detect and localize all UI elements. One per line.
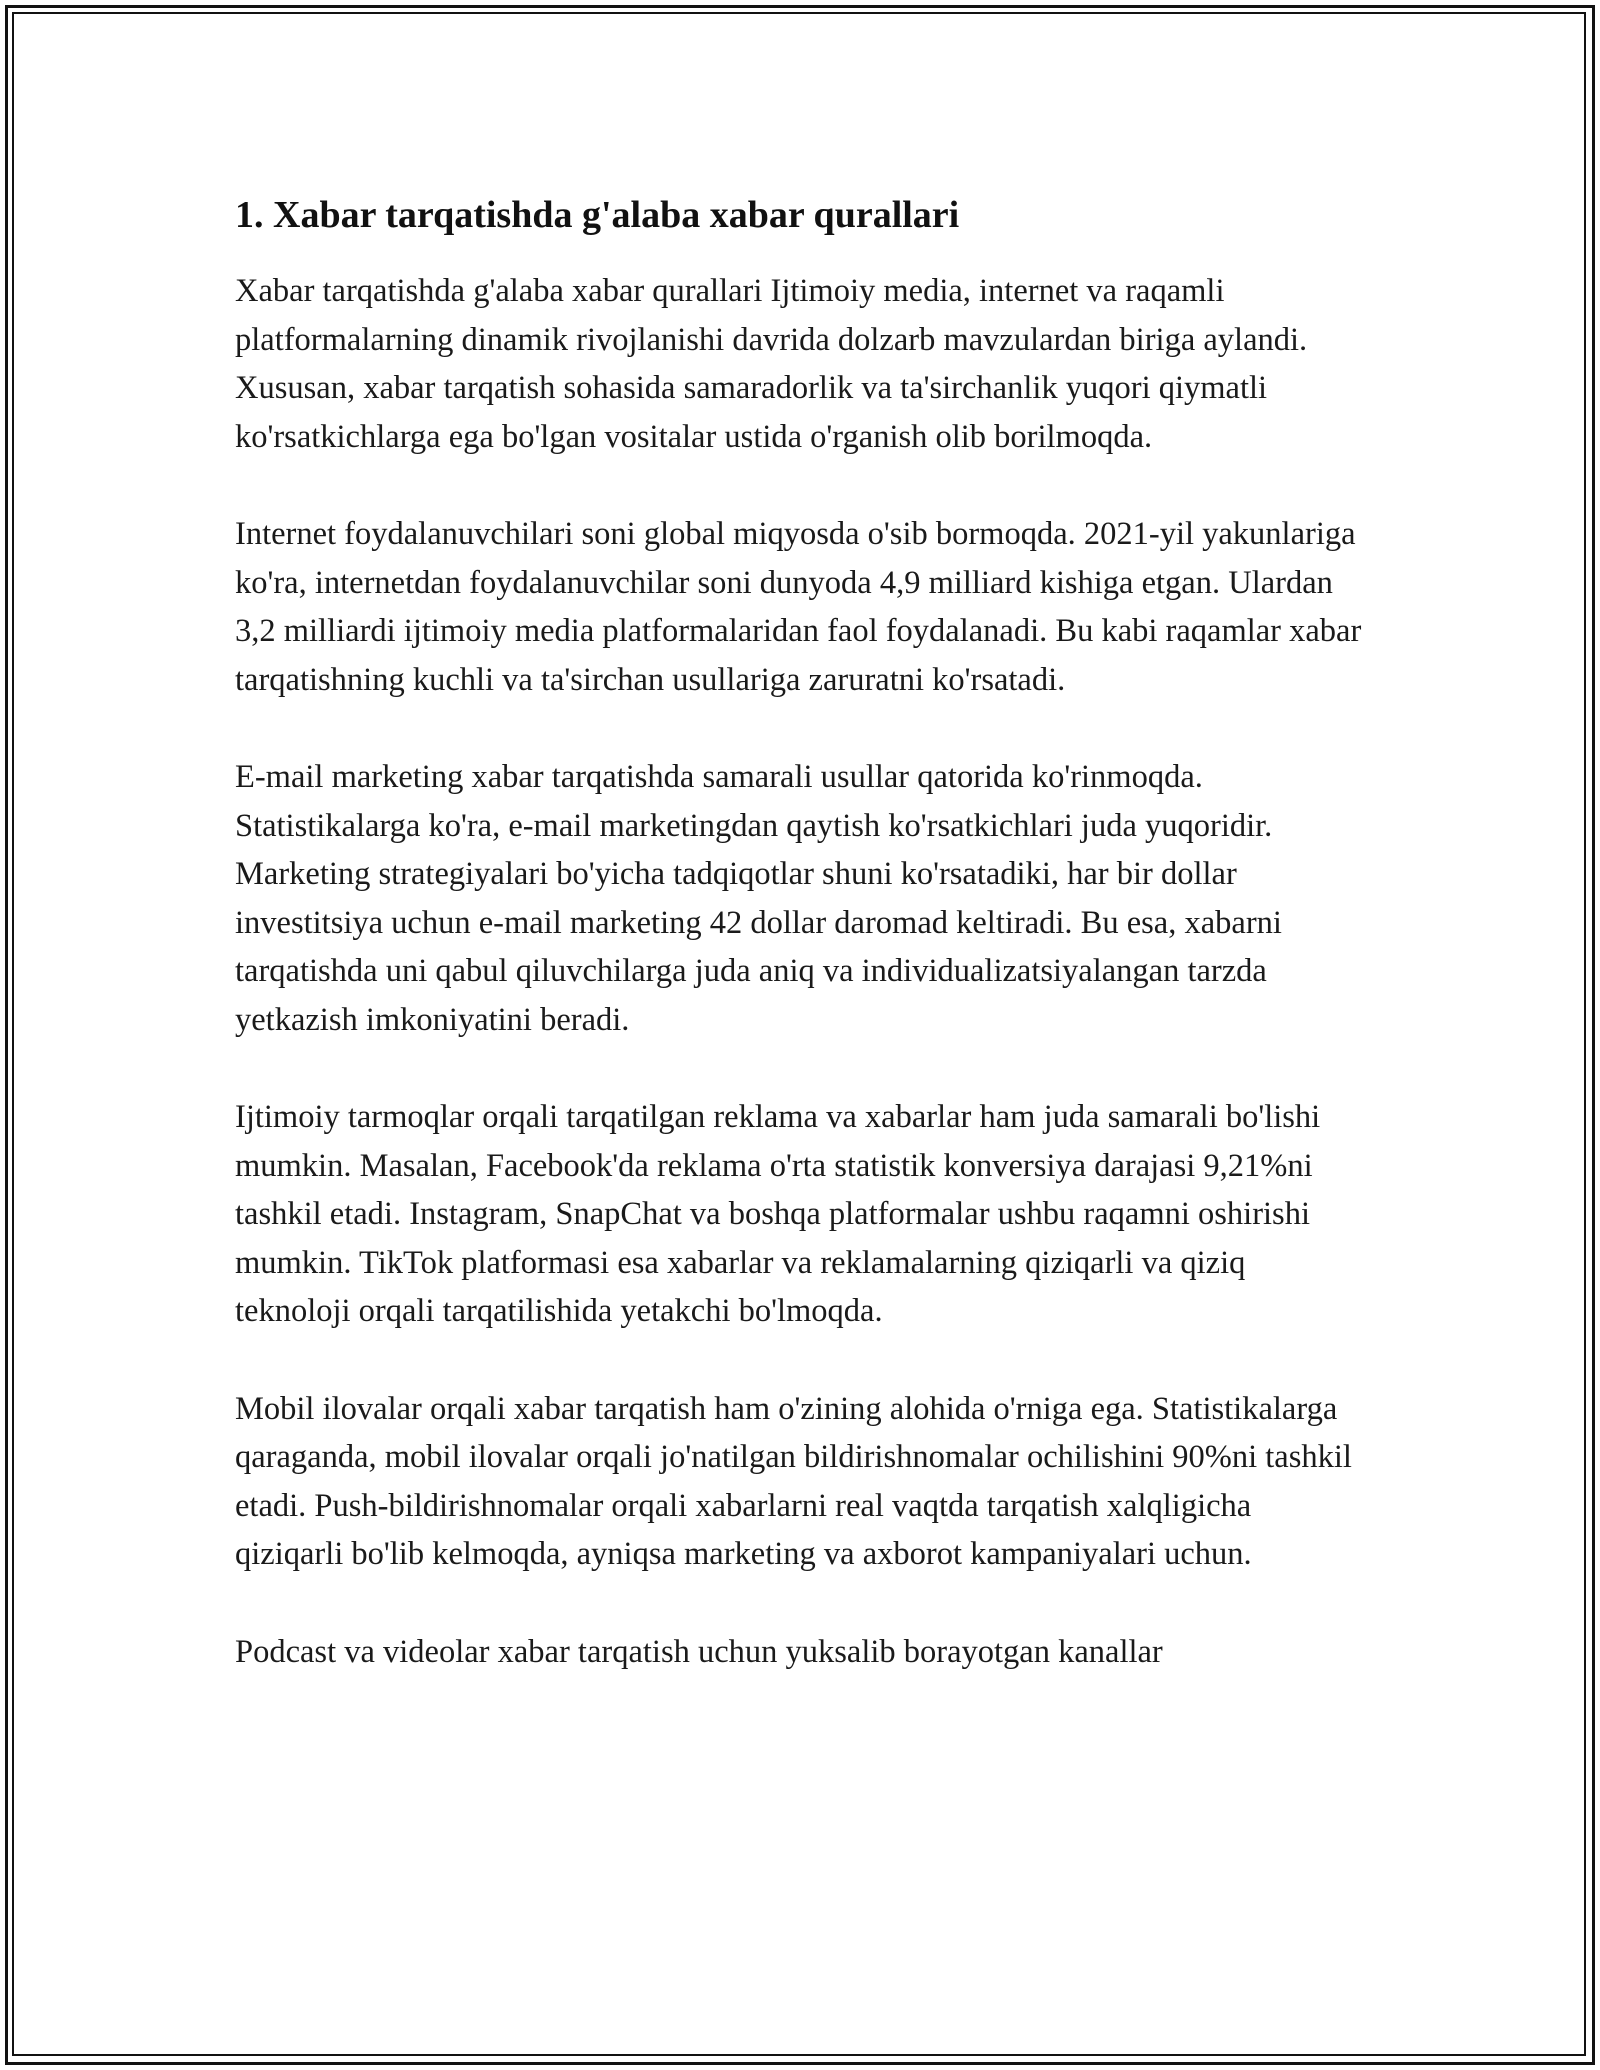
paragraph-intro: Xabar tarqatishda g'alaba xabar qurallari Ijtimoiy media, internet va raqamli platformalarning dinamik rivojlanishi davrida dolzarb mavzulardan biriga aylandi. Xususan, xabar tarqatish sohasida samaradorlik va ta'sirchanlik yuqori qiymatli ko'rsatkichlarga ega bo'lgan vositalar ustida o'rganish olib borilmoqda. xyxy=(235,273,1308,455)
document-body xyxy=(235,185,1365,1725)
paragraph-email-marketing: E-mail marketing xabar tarqatishda samarali usullar qatorida ko'rinmoqda. Statistikalarga ko'ra, e-mail marketingdan qaytish ko'rsatkichlari juda yuqoridir. Marketing strategiyalari bo'yicha tadqiqotlar shuni ko'rsatadiki, har bir dollar investitsiya uchun e-mail marketing 42 dollar daromad keltiradi. Bu esa, xabarni tarqatishda uni qabul qiluvchilarga juda aniq va individualizatsiyalangan tarzda yetkazish imkoniyatini beradi. xyxy=(235,759,1282,1038)
paragraph-mobile-apps: Mobil ilovalar orqali xabar tarqatish ham o'zining alohida o'rniga ega. Statistikalarga qaraganda, mobil ilovalar orqali jo'natilgan bildirishnomalar ochilishini 90%ni tashkil etadi. Push-bildirishnomalar orqali xabarlarni real vaqtda tarqatish xalqligicha qiziqarli bo'lib kelmoqda, ayniqsa marketing va axborot kampaniyalari uchun. xyxy=(235,1390,1352,1572)
section-heading: 1. Xabar tarqatishda g'alaba xabar qurallari xyxy=(235,194,960,236)
paragraph-internet-users: Internet foydalanuvchilari soni global miqyosda o'sib bormoqda. 2021-yil yakunlariga ko'ra, internetdan foydalanuvchilar soni dunyoda 4,9 milliard kishiga etgan. Ulardan 3,2 milliardi ijtimoiy media platformalaridan faol foydalanadi. Bu kabi raqamlar xabar tarqatishning kuchli va ta'sirchan usullariga zaruratni ko'rsatadi. xyxy=(235,516,1362,698)
paragraph-podcasts: Podcast va videolar xabar tarqatish uchun yuksalib borayotgan kanallar xyxy=(235,1633,1163,1670)
paragraph-social-networks: Ijtimoiy tarmoqlar orqali tarqatilgan reklama va xabarlar ham juda samarali bo'lishi mumkin. Masalan, Facebook'da reklama o'rta statistik konversiya darajasi 9,21%ni tashkil etadi. Instagram, SnapChat va boshqa platformalar ushbu raqamni oshirishi mumkin. TikTok platformasi esa xabarlar va reklamalarning qiziqarli va qiziq teknoloji orqali tarqatilishida yetakchi bo'lmoqda. xyxy=(235,1099,1321,1329)
